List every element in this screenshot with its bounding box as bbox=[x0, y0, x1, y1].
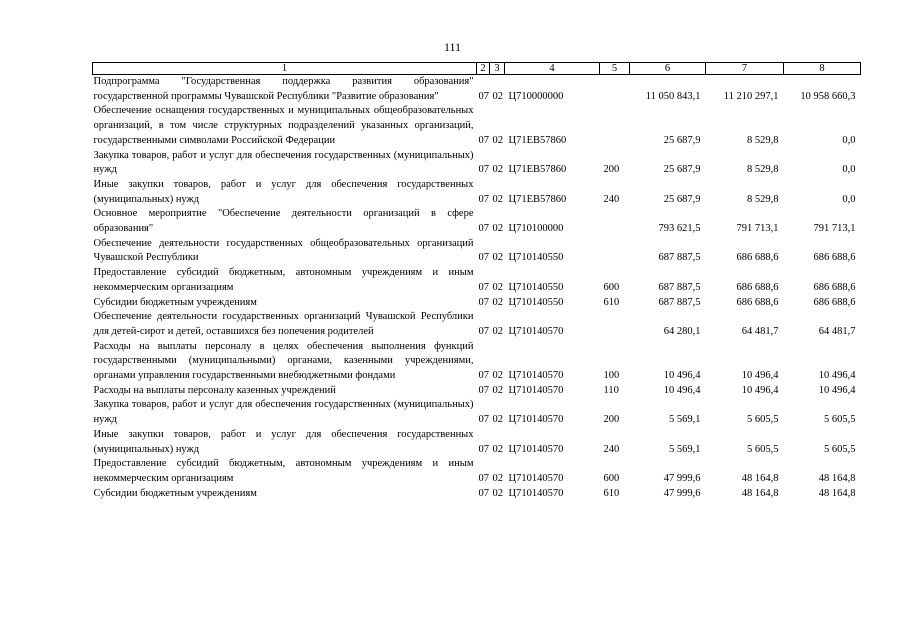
section-code: 07 bbox=[478, 325, 489, 337]
target-article-code: Ц710000000 bbox=[508, 90, 564, 102]
table-row bbox=[93, 149, 861, 178]
expense-type-code bbox=[600, 310, 630, 339]
amount-col-7: 5 605,5 bbox=[747, 414, 779, 426]
amount-col-6: 5 569,1 bbox=[669, 414, 701, 426]
subsection-code: 02 bbox=[492, 134, 503, 146]
item-name: Расходы на выплаты персоналу казенных учреждений bbox=[93, 384, 336, 396]
amount-col-6: 10 496,4 bbox=[663, 384, 701, 396]
amount-col-6: 64 280,1 bbox=[663, 325, 701, 337]
amount-col-6: 687 887,5 bbox=[658, 281, 701, 293]
amount-col-6: 47 999,6 bbox=[663, 472, 701, 484]
item-name: Субсидии бюджетным учреждениям bbox=[93, 296, 257, 308]
column-header: 2 bbox=[477, 63, 490, 75]
item-name: Обеспечение деятельности государственных организаций Чувашской Республики для детей-сирот и детей, оставшихся без попечения родителей bbox=[93, 311, 474, 337]
amount-col-6: 25 687,9 bbox=[663, 134, 701, 146]
item-name: Расходы на выплаты персоналу в целях обеспечения выполнения функций государственными (муниципальными) органами, казенными учреждениями, органами управления государственными внебюджетными фондами bbox=[93, 340, 474, 382]
expense-type-code: 240 bbox=[603, 443, 620, 455]
target-article-code: Ц710140550 bbox=[508, 281, 564, 293]
item-name: Иные закупки товаров, работ и услуг для обеспечения государственных (муниципальных) нужд bbox=[93, 428, 474, 455]
expense-type-code: 600 bbox=[603, 281, 620, 293]
subsection-code: 02 bbox=[492, 252, 503, 264]
expense-type-code: 100 bbox=[603, 370, 620, 382]
expense-type-code: 610 bbox=[603, 296, 620, 308]
amount-col-7: 791 713,1 bbox=[736, 223, 779, 235]
column-header: 1 bbox=[93, 63, 477, 75]
section-code: 07 bbox=[478, 487, 489, 499]
item-name: Предоставление субсидий бюджетным, автономным учреждениям и иным некоммерческим организациям bbox=[93, 458, 474, 484]
section-code: 07 bbox=[478, 90, 489, 102]
amount-col-6: 47 999,6 bbox=[663, 487, 701, 499]
subsection-code: 02 bbox=[492, 325, 503, 337]
subsection-code: 02 bbox=[492, 90, 503, 102]
subsection-code: 02 bbox=[492, 164, 503, 176]
expense-type-code: 200 bbox=[603, 414, 620, 426]
target-article-code: Ц710140570 bbox=[508, 325, 564, 337]
amount-col-6: 5 569,1 bbox=[669, 443, 701, 455]
amount-col-8: 10 496,4 bbox=[818, 370, 856, 382]
item-name: Основное мероприятие "Обеспечение деятельности организаций в сфере образования" bbox=[93, 208, 474, 235]
expense-type-code bbox=[600, 237, 630, 266]
amount-col-8: 10 496,4 bbox=[818, 384, 856, 396]
column-header: 5 bbox=[600, 63, 630, 75]
amount-col-6: 25 687,9 bbox=[663, 164, 701, 176]
amount-col-8: 686 688,6 bbox=[813, 252, 856, 264]
expense-type-code bbox=[600, 75, 630, 105]
table-row bbox=[93, 428, 861, 457]
item-name: Иные закупки товаров, работ и услуг для обеспечения государственных (муниципальных) нужд bbox=[93, 178, 474, 205]
section-code: 07 bbox=[478, 370, 489, 382]
subsection-code: 02 bbox=[492, 370, 503, 382]
target-article-code: Ц710140550 bbox=[508, 252, 564, 264]
target-article-code: Ц71EВ57860 bbox=[508, 193, 567, 205]
column-header: 4 bbox=[505, 63, 600, 75]
amount-col-7: 686 688,6 bbox=[736, 281, 779, 293]
section-code: 07 bbox=[478, 414, 489, 426]
expense-type-code: 600 bbox=[603, 472, 620, 484]
amount-col-7: 686 688,6 bbox=[736, 296, 779, 308]
column-header: 8 bbox=[784, 63, 861, 75]
subsection-code: 02 bbox=[492, 487, 503, 499]
amount-col-7: 10 496,4 bbox=[741, 384, 779, 396]
table-row bbox=[93, 104, 861, 148]
subsection-code: 02 bbox=[492, 223, 503, 235]
section-code: 07 bbox=[478, 281, 489, 293]
table-row bbox=[93, 266, 861, 295]
subsection-code: 02 bbox=[492, 193, 503, 205]
amount-col-6: 687 887,5 bbox=[658, 252, 701, 264]
table-row bbox=[93, 237, 861, 266]
subsection-code: 02 bbox=[492, 414, 503, 426]
expense-type-code: 610 bbox=[603, 487, 620, 499]
amount-col-8: 686 688,6 bbox=[813, 296, 856, 308]
table-row bbox=[93, 398, 861, 427]
expense-type-code: 200 bbox=[603, 164, 620, 176]
table-row bbox=[93, 340, 861, 384]
item-name: Субсидии бюджетным учреждениям bbox=[93, 487, 257, 499]
amount-col-8: 10 958 660,3 bbox=[800, 90, 856, 102]
target-article-code: Ц710140570 bbox=[508, 370, 564, 382]
expense-type-code bbox=[600, 207, 630, 236]
column-header: 7 bbox=[706, 63, 784, 75]
section-code: 07 bbox=[478, 252, 489, 264]
table-row bbox=[93, 178, 861, 207]
amount-col-7: 64 481,7 bbox=[741, 325, 779, 337]
target-article-code: Ц710100000 bbox=[508, 223, 564, 235]
target-article-code: Ц710140570 bbox=[508, 472, 564, 484]
amount-col-7: 8 529,8 bbox=[747, 193, 779, 205]
target-article-code: Ц710140570 bbox=[508, 384, 564, 396]
table-row bbox=[93, 487, 861, 502]
section-code: 07 bbox=[478, 384, 489, 396]
target-article-code: Ц710140550 bbox=[508, 296, 564, 308]
section-code: 07 bbox=[478, 193, 489, 205]
item-name: Подпрограмма "Государственная поддержка развития образования" государственной программы Чувашской Республики "Развитие образования" bbox=[93, 76, 474, 102]
target-article-code: Ц710140570 bbox=[508, 487, 564, 499]
expense-type-code: 240 bbox=[603, 193, 620, 205]
column-header: 6 bbox=[630, 63, 706, 75]
item-name: Закупка товаров, работ и услуг для обеспечения государственных (муниципальных) нужд bbox=[93, 149, 474, 176]
amount-col-7: 8 529,8 bbox=[747, 134, 779, 146]
table-row bbox=[93, 207, 861, 236]
page-number: 111 bbox=[443, 40, 462, 54]
amount-col-6: 793 621,5 bbox=[658, 223, 701, 235]
amount-col-7: 11 210 297,1 bbox=[723, 90, 779, 102]
amount-col-8: 791 713,1 bbox=[813, 223, 856, 235]
target-article-code: Ц710140570 bbox=[508, 414, 564, 426]
table-row bbox=[93, 457, 861, 486]
amount-col-8: 5 605,5 bbox=[824, 443, 856, 455]
amount-col-7: 5 605,5 bbox=[747, 443, 779, 455]
amount-col-6: 25 687,9 bbox=[663, 193, 701, 205]
amount-col-7: 686 688,6 bbox=[736, 252, 779, 264]
subsection-code: 02 bbox=[492, 281, 503, 293]
item-name: Закупка товаров, работ и услуг для обеспечения государственных (муниципальных) нужд bbox=[93, 399, 474, 426]
amount-col-7: 48 164,8 bbox=[741, 487, 779, 499]
amount-col-8: 48 164,8 bbox=[818, 472, 856, 484]
amount-col-8: 0,0 bbox=[842, 193, 856, 205]
table-row bbox=[93, 310, 861, 339]
amount-col-6: 687 887,5 bbox=[658, 296, 701, 308]
amount-col-8: 686 688,6 bbox=[813, 281, 856, 293]
item-name: Обеспечение деятельности государственных общеобразовательных организаций Чувашской Республики bbox=[93, 237, 474, 264]
amount-col-8: 5 605,5 bbox=[824, 414, 856, 426]
amount-col-8: 0,0 bbox=[842, 164, 856, 176]
subsection-code: 02 bbox=[492, 472, 503, 484]
section-code: 07 bbox=[478, 223, 489, 235]
section-code: 07 bbox=[478, 296, 489, 308]
target-article-code: Ц71EВ57860 bbox=[508, 134, 567, 146]
column-header: 3 bbox=[490, 63, 505, 75]
amount-col-8: 48 164,8 bbox=[818, 487, 856, 499]
target-article-code: Ц710140570 bbox=[508, 443, 564, 455]
subsection-code: 02 bbox=[492, 296, 503, 308]
table-row bbox=[93, 296, 861, 311]
section-code: 07 bbox=[478, 134, 489, 146]
item-name: Обеспечение оснащения государственных и муниципальных общеобразовательных организаций, в том числе структурных подразделений указанных организаций, государственными символами Российской Федерации bbox=[93, 105, 474, 146]
subsection-code: 02 bbox=[492, 384, 503, 396]
table-row bbox=[93, 75, 861, 105]
table-row bbox=[93, 384, 861, 399]
budget-table bbox=[92, 62, 861, 501]
header-row bbox=[93, 63, 861, 75]
section-code: 07 bbox=[478, 472, 489, 484]
amount-col-7: 8 529,8 bbox=[747, 164, 779, 176]
expense-type-code bbox=[600, 104, 630, 148]
amount-col-7: 10 496,4 bbox=[741, 370, 779, 382]
amount-col-6: 10 496,4 bbox=[663, 370, 701, 382]
item-name: Предоставление субсидий бюджетным, автономным учреждениям и иным некоммерческим организациям bbox=[93, 267, 474, 293]
expense-type-code: 110 bbox=[603, 384, 619, 396]
section-code: 07 bbox=[478, 443, 489, 455]
subsection-code: 02 bbox=[492, 443, 503, 455]
amount-col-8: 0,0 bbox=[842, 134, 856, 146]
amount-col-6: 11 050 843,1 bbox=[645, 90, 701, 102]
section-code: 07 bbox=[478, 164, 489, 176]
target-article-code: Ц71EВ57860 bbox=[508, 164, 567, 176]
amount-col-7: 48 164,8 bbox=[741, 472, 779, 484]
amount-col-8: 64 481,7 bbox=[818, 325, 856, 337]
